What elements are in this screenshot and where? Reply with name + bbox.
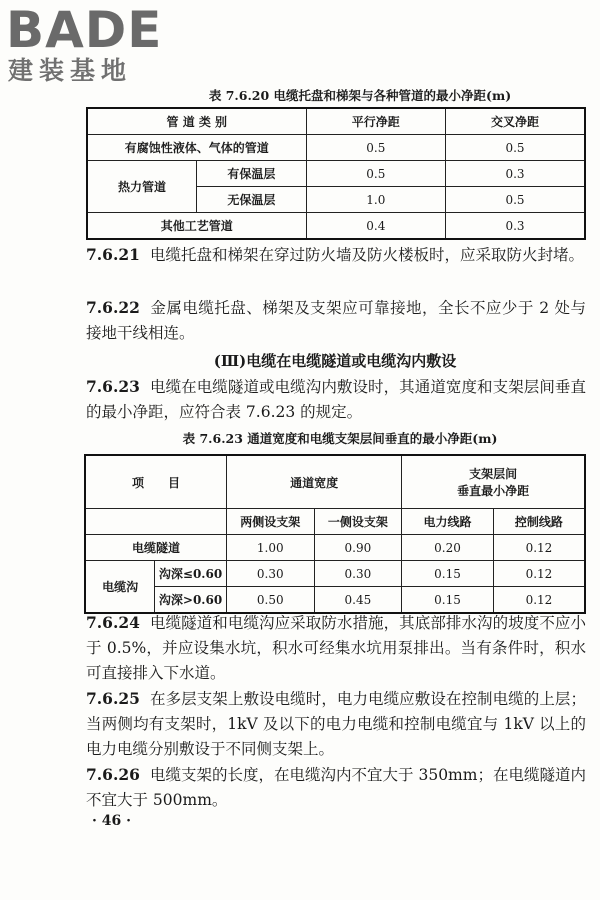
clause-text: 电缆支架的长度，在电缆沟内不宜大于 350mm；在电缆隧道内不宜大于 500mm。 <box>86 766 586 809</box>
row-label: 有保温层 <box>197 161 307 187</box>
table-header-cell: 通道宽度 <box>226 455 401 509</box>
table-cell: 0.50 <box>226 587 314 614</box>
table1-caption: 表 7.6.20 电缆托盘和梯架与各种管道的最小净距(m) <box>208 88 512 103</box>
clause-7-6-24 <box>86 610 586 686</box>
row-label: 沟深>0.60 <box>155 587 227 614</box>
clause-number: 7.6.21 <box>86 245 140 264</box>
row-label: 沟深≤0.60 <box>155 561 227 587</box>
bade-logo <box>6 1 176 88</box>
table-header-row <box>85 509 585 535</box>
clause-text: 电缆隧道和电缆沟应采取防水措施，其底部排水沟的坡度不应小于 0.5%，并应设集水坑，积水可经集水坑用泵排出。当有条件时，积水可直接排入下水道。 <box>86 614 586 682</box>
clause-text: 在多层支架上敷设电缆时，电力电缆应敷设在控制电缆的上层；当两侧均有支架时，1kV 及以下的电力电缆和控制电缆宜与 1kV 以上的电力电缆分别敷设于不同侧支架上。 <box>86 690 586 758</box>
table2-caption: 表 7.6.23 通道宽度和电缆支架层间垂直的最小净距(m) <box>182 431 498 446</box>
clause-number: 7.6.24 <box>86 613 140 632</box>
table-cell: 0.5 <box>446 135 585 161</box>
table-header-cell: 项 目 <box>85 455 226 509</box>
clause-7-6-23 <box>86 374 586 425</box>
clause-7-6-22 <box>86 295 586 346</box>
table-header-spacer <box>85 509 226 535</box>
table-header-cell: 平行净距 <box>306 108 445 135</box>
row-label: 其他工艺管道 <box>87 213 306 240</box>
table-row <box>85 535 585 561</box>
table-cell: 0.12 <box>493 535 585 561</box>
row-label: 无保温层 <box>197 187 307 213</box>
table-cell: 0.3 <box>446 213 585 240</box>
table-row <box>85 561 585 587</box>
table-cell: 0.45 <box>314 587 402 614</box>
table-header-cell: 两侧设支架 <box>226 509 314 535</box>
section-heading: (Ⅲ)电缆在电缆隧道或电缆沟内敷设 <box>213 352 457 370</box>
table-cell: 0.30 <box>226 561 314 587</box>
row-group-label: 电缆沟 <box>85 561 155 614</box>
clause-number: 7.6.23 <box>86 377 140 396</box>
table-header-cell: 一侧设支架 <box>314 509 402 535</box>
table-cell: 0.30 <box>314 561 402 587</box>
table-header-cell: 支架层间 <box>402 455 585 482</box>
table-cell: 0.15 <box>402 587 494 614</box>
clause-number: 7.6.22 <box>86 298 140 317</box>
table-cell: 0.3 <box>446 161 585 187</box>
clause-number: 7.6.26 <box>86 765 140 784</box>
logo-brand: BADE <box>6 1 163 59</box>
row-group-label: 热力管道 <box>87 161 197 213</box>
row-label: 有腐蚀性液体、气体的管道 <box>87 135 306 161</box>
clause-text: 金属电缆托盘、梯架及支架应可靠接地，全长不应少于 2 处与接地干线相连。 <box>86 299 586 342</box>
table-cell: 1.0 <box>306 187 445 213</box>
table-cell: 0.4 <box>306 213 445 240</box>
table-header-row <box>87 108 585 135</box>
clause-text: 电缆托盘和梯架在穿过防火墙及防火楼板时，应采取防火封堵。 <box>149 246 584 264</box>
table-cell: 0.20 <box>402 535 494 561</box>
table-header-cell: 管 道 类 别 <box>87 108 306 135</box>
table-cell: 0.12 <box>493 561 585 587</box>
table-cell: 0.5 <box>306 135 445 161</box>
tunnel-clearance-table <box>84 454 586 614</box>
table-row <box>87 161 585 187</box>
table-cell: 0.5 <box>306 161 445 187</box>
table-header-cell: 电力线路 <box>402 509 494 535</box>
table-header-cell: 交叉净距 <box>446 108 585 135</box>
clause-7-6-25 <box>86 686 586 762</box>
table-cell: 0.90 <box>314 535 402 561</box>
table-cell: 1.00 <box>226 535 314 561</box>
table-header-cell: 垂直最小净距 <box>402 482 585 509</box>
clause-7-6-26 <box>86 762 586 813</box>
clause-text: 电缆在电缆隧道或电缆沟内敷设时，其通道宽度和支架层间垂直的最小净距，应符合表 7.6.23 的规定。 <box>86 378 586 421</box>
row-label: 电缆隧道 <box>85 535 226 561</box>
table-row <box>87 213 585 240</box>
page-number: · 46 · <box>92 813 131 829</box>
table-cell: 0.15 <box>402 561 494 587</box>
logo-subtitle: 建装基地 <box>8 56 133 85</box>
clause-number: 7.6.25 <box>86 689 140 708</box>
table-cell: 0.5 <box>446 187 585 213</box>
table-row <box>87 135 585 161</box>
clause-7-6-21 <box>86 242 586 268</box>
table-header-row <box>85 455 585 482</box>
table-header-cell: 控制线路 <box>493 509 585 535</box>
table-cell: 0.12 <box>493 587 585 614</box>
pipe-clearance-table <box>86 107 586 240</box>
